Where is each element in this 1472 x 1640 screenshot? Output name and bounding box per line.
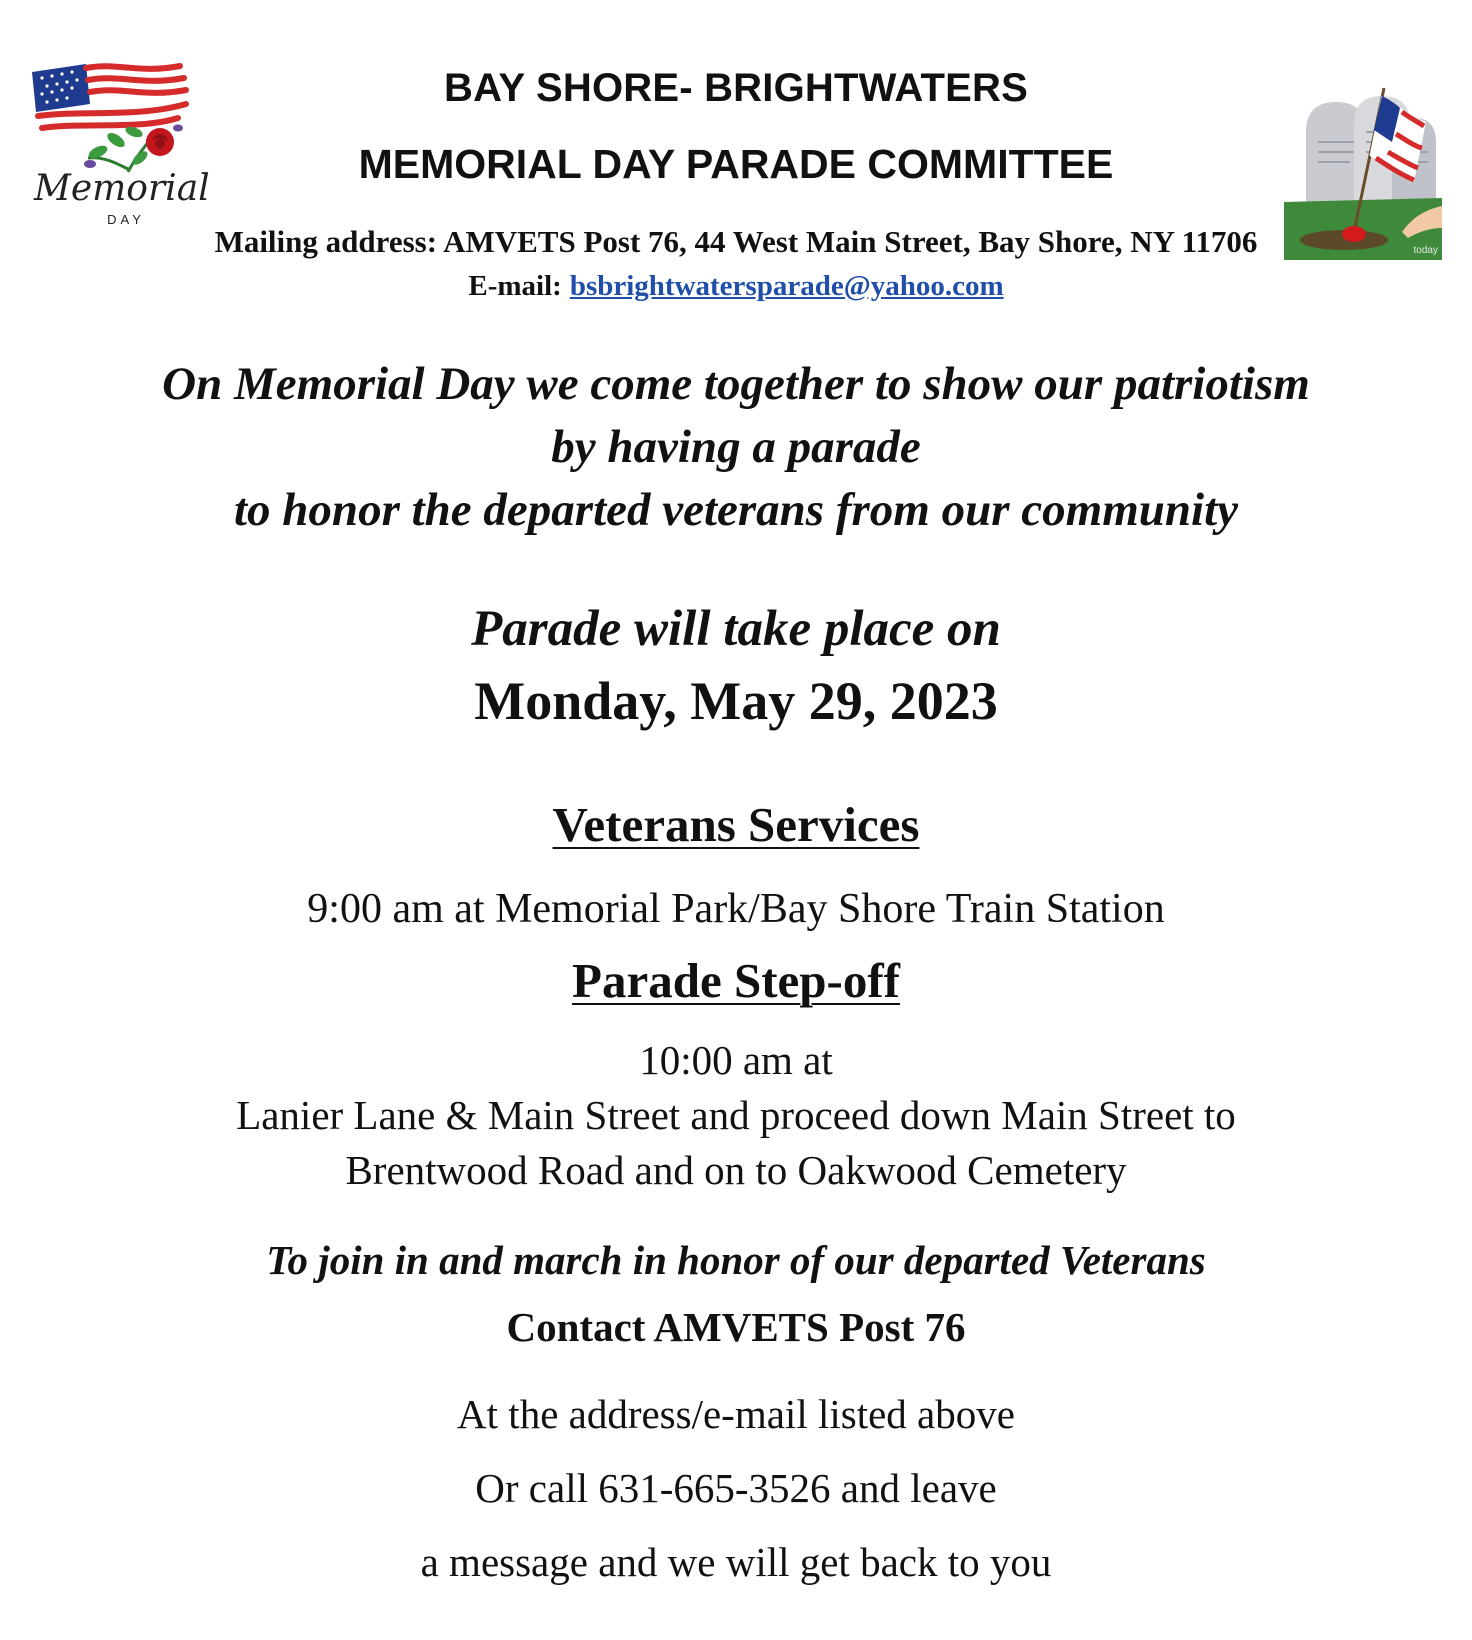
join-invite: To join in and march in honor of our departed Veterans bbox=[266, 1237, 1206, 1283]
parade-stepoff-heading: Parade Step-off bbox=[572, 953, 900, 1008]
stepoff-time: 10:00 am at bbox=[639, 1037, 833, 1083]
illustration-watermark: today bbox=[1413, 245, 1438, 256]
contact-line-1: At the address/e-mail listed above bbox=[457, 1391, 1015, 1437]
stepoff-route-line-1: Lanier Lane & Main Street and proceed down Main Street to bbox=[236, 1092, 1236, 1138]
mailing-address: Mailing address: AMVETS Post 76, 44 West Main Street, Bay Shore, NY 11706 bbox=[214, 224, 1258, 259]
logo-day-text: DAY bbox=[107, 212, 145, 227]
intro-line-2: by having a parade bbox=[551, 421, 921, 473]
header-title-line-2: MEMORIAL DAY PARADE COMMITTEE bbox=[358, 141, 1114, 187]
contact-line-2: Or call 631-665-3526 and leave bbox=[475, 1465, 997, 1511]
email-label: E-mail: bbox=[468, 270, 562, 302]
intro-line-3: to honor the departed veterans from our community bbox=[233, 484, 1239, 536]
intro-line-1: On Memorial Day we come together to show our patriotism bbox=[162, 358, 1310, 410]
email-link[interactable]: bsbrightwatersparade@yahoo.com bbox=[569, 270, 1004, 302]
logo-script-text: Memorial bbox=[34, 168, 210, 209]
contact-line-3: a message and we will get back to you bbox=[420, 1539, 1052, 1585]
stepoff-route-line-2: Brentwood Road and on to Oakwood Cemetery bbox=[345, 1147, 1127, 1193]
contact-heading: Contact AMVETS Post 76 bbox=[506, 1304, 966, 1350]
email-line bbox=[0, 270, 1472, 303]
veterans-services-details: 9:00 am at Memorial Park/Bay Shore Train Station bbox=[307, 886, 1165, 932]
parade-intro: Parade will take place on bbox=[471, 601, 1001, 657]
header-title-line-1: BAY SHORE- BRIGHTWATERS bbox=[444, 66, 1028, 110]
parade-date: Monday, May 29, 2023 bbox=[474, 671, 998, 731]
veterans-services-heading: Veterans Services bbox=[552, 797, 920, 852]
